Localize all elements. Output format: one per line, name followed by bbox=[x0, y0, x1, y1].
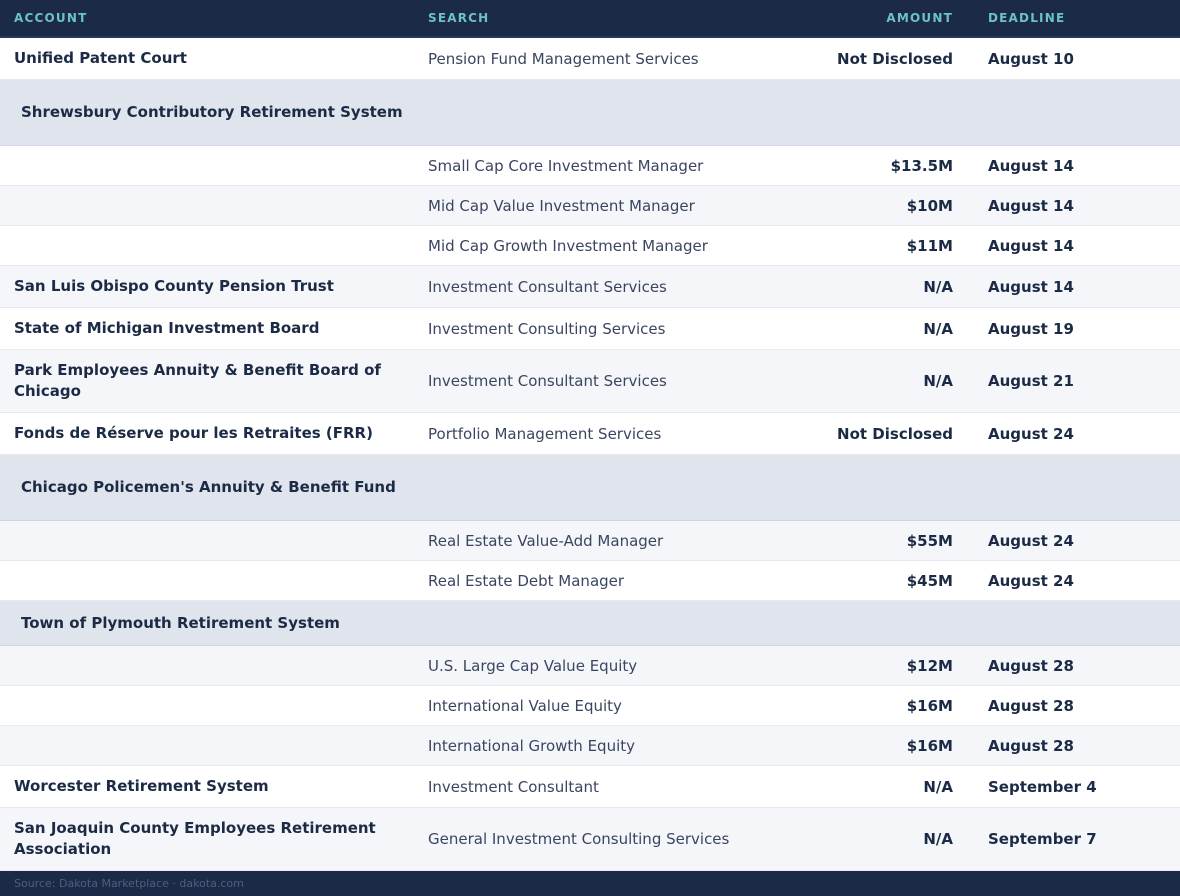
deadline-cell: August 28 bbox=[988, 736, 1074, 755]
group-header-row[interactable] bbox=[0, 601, 1180, 646]
deadline-cell: August 14 bbox=[988, 277, 1074, 296]
amount-cell: Not Disclosed bbox=[837, 424, 953, 443]
table-row[interactable] bbox=[0, 561, 1180, 601]
search-column-header[interactable]: SEARCH bbox=[428, 11, 490, 26]
search-cell: Investment Consultant bbox=[428, 777, 599, 796]
amount-column-header[interactable]: AMOUNT bbox=[886, 11, 953, 26]
deadline-cell: August 24 bbox=[988, 531, 1074, 550]
search-cell: General Investment Consulting Services bbox=[428, 830, 730, 849]
amount-cell: N/A bbox=[923, 319, 953, 338]
account-cell: Worcester Retirement System bbox=[14, 777, 269, 796]
search-cell: Investment Consultant Services bbox=[428, 277, 667, 296]
account-cell: Unified Patent Court bbox=[14, 49, 187, 68]
deadline-cell: August 19 bbox=[988, 319, 1074, 338]
table-row[interactable] bbox=[0, 766, 1180, 808]
search-cell: Investment Consulting Services bbox=[428, 319, 666, 338]
deadline-cell: August 28 bbox=[988, 696, 1074, 715]
search-cell: Real Estate Debt Manager bbox=[428, 571, 625, 590]
table-row[interactable] bbox=[0, 350, 1180, 413]
amount-cell: N/A bbox=[923, 372, 953, 391]
table-row[interactable] bbox=[0, 38, 1180, 80]
amount-cell: $16M bbox=[906, 736, 953, 755]
account-cell: San Joaquin County Employees Retirement Association bbox=[14, 819, 376, 859]
deadline-cell: September 4 bbox=[988, 777, 1097, 796]
search-cell: International Value Equity bbox=[428, 696, 622, 715]
account-column-header[interactable]: ACCOUNT bbox=[14, 11, 88, 26]
amount-cell: N/A bbox=[923, 777, 953, 796]
deadline-cell: August 14 bbox=[988, 236, 1074, 255]
table-row[interactable] bbox=[0, 308, 1180, 350]
amount-cell: $12M bbox=[906, 656, 953, 675]
search-cell: Small Cap Core Investment Manager bbox=[428, 156, 704, 175]
source-text: Source: Dakota Marketplace · dakota.com bbox=[14, 877, 244, 891]
amount-cell: $13.5M bbox=[890, 156, 953, 175]
amount-cell: N/A bbox=[923, 277, 953, 296]
search-cell: Portfolio Management Services bbox=[428, 424, 662, 443]
deadline-cell: August 24 bbox=[988, 571, 1074, 590]
group-header-row[interactable] bbox=[0, 80, 1180, 146]
table-header bbox=[0, 0, 1180, 38]
amount-cell: $11M bbox=[906, 236, 953, 255]
table-row[interactable] bbox=[0, 186, 1180, 226]
table-row[interactable] bbox=[0, 808, 1180, 871]
search-cell: International Growth Equity bbox=[428, 736, 635, 755]
deadline-cell: August 24 bbox=[988, 424, 1074, 443]
account-cell: State of Michigan Investment Board bbox=[14, 319, 320, 338]
search-cell: Mid Cap Growth Investment Manager bbox=[428, 236, 708, 255]
amount-cell: $16M bbox=[906, 696, 953, 715]
deadline-column-header[interactable]: DEADLINE bbox=[988, 11, 1066, 26]
group-account-name: Shrewsbury Contributory Retirement System bbox=[21, 103, 403, 122]
deadline-cell: August 21 bbox=[988, 372, 1074, 391]
amount-cell: $45M bbox=[906, 571, 953, 590]
table-row[interactable] bbox=[0, 266, 1180, 308]
deadline-cell: September 7 bbox=[988, 830, 1097, 849]
table-row[interactable] bbox=[0, 226, 1180, 266]
account-cell: Park Employees Annuity & Benefit Board of Chicago bbox=[14, 361, 381, 401]
table-row[interactable] bbox=[0, 646, 1180, 686]
search-cell: Mid Cap Value Investment Manager bbox=[428, 196, 695, 215]
search-cell: U.S. Large Cap Value Equity bbox=[428, 656, 638, 675]
table-row[interactable] bbox=[0, 686, 1180, 726]
amount-cell: Not Disclosed bbox=[837, 49, 953, 68]
source-footer bbox=[0, 871, 1180, 896]
table-row[interactable] bbox=[0, 521, 1180, 561]
search-cell: Investment Consultant Services bbox=[428, 372, 667, 391]
group-header-row[interactable] bbox=[0, 455, 1180, 521]
search-cell: Real Estate Value-Add Manager bbox=[428, 531, 664, 550]
amount-cell: $10M bbox=[906, 196, 953, 215]
account-cell: San Luis Obispo County Pension Trust bbox=[14, 277, 334, 296]
deadline-cell: August 28 bbox=[988, 656, 1074, 675]
table-row[interactable] bbox=[0, 146, 1180, 186]
group-account-name: Chicago Policemen's Annuity & Benefit Fund bbox=[21, 478, 396, 497]
deadline-cell: August 14 bbox=[988, 196, 1074, 215]
amount-cell: N/A bbox=[923, 830, 953, 849]
search-cell: Pension Fund Management Services bbox=[428, 49, 699, 68]
account-cell: Fonds de Réserve pour les Retraites (FRR) bbox=[14, 424, 373, 443]
group-account-name: Town of Plymouth Retirement System bbox=[21, 613, 340, 632]
amount-cell: $55M bbox=[906, 531, 953, 550]
deadline-cell: August 10 bbox=[988, 49, 1074, 68]
table-body bbox=[0, 38, 1180, 871]
table-row[interactable] bbox=[0, 726, 1180, 766]
table-row[interactable] bbox=[0, 413, 1180, 455]
deadline-cell: August 14 bbox=[988, 156, 1074, 175]
